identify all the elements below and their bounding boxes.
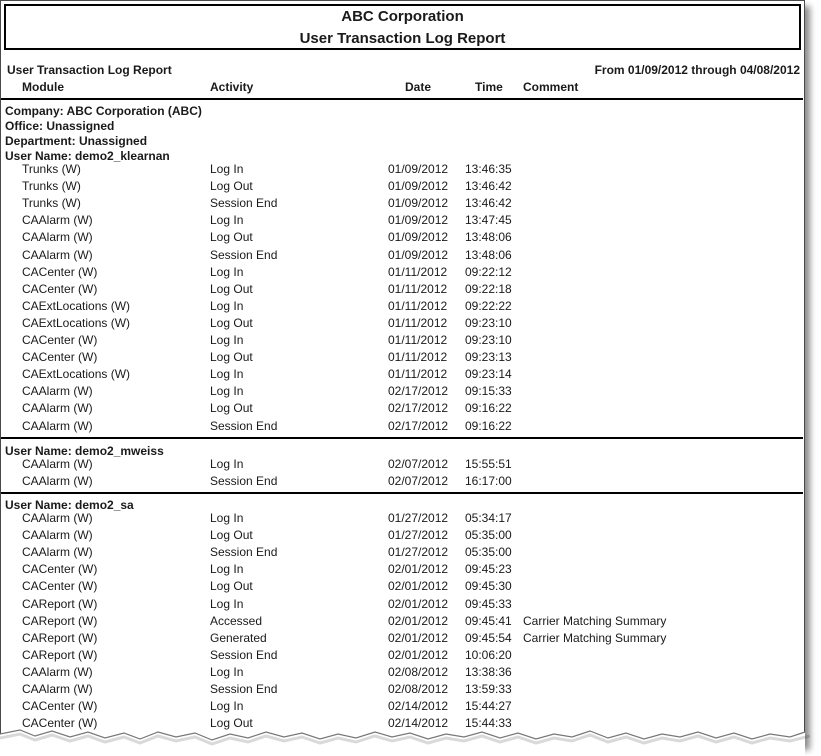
date-cell: 01/27/2012 [388, 545, 449, 560]
date-cell: 02/01/2012 [388, 647, 449, 662]
activity-cell: Session End [210, 647, 278, 662]
time-cell: 13:46:35 [465, 162, 512, 176]
module-cell: CACenter (W) [22, 579, 98, 594]
table-row [1, 264, 803, 281]
office-label: Office: Unassigned [5, 119, 115, 133]
module-cell: CACenter (W) [22, 699, 98, 714]
module-cell: CAAlarm (W) [22, 230, 93, 245]
section-divider [1, 492, 803, 494]
date-cell: 01/11/2012 [388, 281, 448, 296]
date-cell: 01/11/2012 [388, 333, 448, 347]
column-header-comment: Comment [523, 80, 579, 94]
activity-cell: Session End [210, 545, 278, 560]
user-name-label: User Name: demo2_mweiss [5, 444, 164, 458]
table-row [1, 281, 803, 298]
module-cell: CAAlarm (W) [22, 457, 93, 471]
date-cell: 02/08/2012 [388, 664, 449, 679]
time-cell: 16:17:00 [465, 474, 512, 489]
activity-cell: Log Out [210, 315, 253, 330]
header-divider [1, 98, 803, 100]
table-row [1, 596, 803, 613]
module-cell: CACenter (W) [22, 716, 98, 731]
date-cell: 01/11/2012 [388, 264, 448, 279]
module-cell: CAExtLocations (W) [22, 367, 131, 382]
table-row [1, 473, 803, 490]
date-range-header: From 01/09/2012 through 04/08/2012 [594, 63, 800, 77]
module-cell: CAExtLocations (W) [22, 315, 131, 330]
table-row [1, 527, 803, 544]
module-cell: CACenter (W) [22, 264, 98, 279]
date-cell: 02/14/2012 [388, 716, 449, 731]
time-cell: 09:22:18 [465, 281, 512, 296]
module-cell: CAAlarm (W) [22, 474, 93, 489]
module-cell: CACenter (W) [22, 562, 98, 577]
time-cell: 13:46:42 [465, 179, 512, 194]
activity-cell: Session End [210, 474, 278, 489]
module-cell: CAAlarm (W) [22, 213, 93, 228]
activity-cell: Session End [210, 247, 278, 262]
date-cell: 02/14/2012 [388, 699, 449, 714]
activity-cell: Log In [210, 596, 244, 611]
time-cell: 09:16:22 [465, 418, 512, 433]
time-cell: 09:45:30 [465, 579, 512, 594]
activity-cell: Session End [210, 682, 278, 696]
date-cell: 02/17/2012 [388, 384, 449, 399]
time-cell: 09:45:54 [465, 630, 512, 645]
activity-cell: Log Out [210, 230, 253, 245]
date-cell: 02/01/2012 [388, 596, 449, 611]
table-row [1, 418, 803, 435]
date-cell: 02/01/2012 [388, 630, 449, 645]
date-cell: 01/27/2012 [388, 528, 449, 543]
date-cell: 01/09/2012 [388, 162, 449, 176]
time-cell: 13:48:06 [465, 230, 512, 245]
time-cell: 09:45:41 [465, 613, 512, 628]
module-cell: CAReport (W) [22, 596, 98, 611]
time-cell: 13:48:06 [465, 247, 512, 262]
time-cell: 09:45:33 [465, 596, 512, 611]
date-cell: 02/07/2012 [388, 474, 449, 489]
report-name-header: User Transaction Log Report [7, 63, 172, 77]
activity-cell: Log Out [210, 281, 253, 296]
activity-cell: Session End [210, 418, 278, 433]
module-cell: CACenter (W) [22, 281, 98, 296]
activity-cell: Accessed [210, 613, 263, 628]
time-cell: 09:23:10 [465, 315, 512, 330]
module-cell: CAAlarm (W) [22, 247, 93, 262]
date-cell: 01/11/2012 [388, 350, 448, 365]
table-row [1, 544, 803, 561]
table-row [1, 366, 803, 383]
activity-cell: Log In [210, 699, 244, 714]
user-name-label: User Name: demo2_sa [5, 498, 134, 512]
date-cell: 02/17/2012 [388, 418, 449, 433]
activity-cell: Log Out [210, 401, 253, 416]
table-row [1, 161, 803, 178]
date-cell: 02/17/2012 [388, 401, 449, 416]
module-cell: Trunks (W) [22, 162, 81, 176]
module-cell: CAExtLocations (W) [22, 298, 131, 313]
table-row [1, 664, 803, 681]
module-cell: CACenter (W) [22, 350, 98, 365]
table-row [1, 315, 803, 332]
torn-paper-edge [0, 724, 821, 756]
column-header-date: Date [405, 80, 432, 94]
time-cell: 05:34:17 [465, 511, 512, 525]
table-row [1, 456, 803, 473]
time-cell: 09:22:22 [465, 298, 512, 313]
date-cell: 02/01/2012 [388, 613, 449, 628]
date-cell: 01/09/2012 [388, 196, 449, 211]
column-header-module: Module [22, 80, 64, 94]
activity-cell: Log In [210, 298, 244, 313]
table-row [1, 229, 803, 246]
time-cell: 09:45:23 [465, 562, 512, 577]
activity-cell: Log In [210, 664, 244, 679]
time-cell: 09:15:33 [465, 384, 512, 399]
activity-cell: Log In [210, 162, 244, 176]
table-row [1, 400, 803, 417]
table-row [1, 510, 803, 527]
table-row [1, 578, 803, 595]
activity-cell: Log In [210, 367, 244, 382]
module-cell: Trunks (W) [22, 196, 81, 211]
module-cell: CAAlarm (W) [22, 528, 93, 543]
module-cell: CAAlarm (W) [22, 401, 93, 416]
time-cell: 09:23:10 [465, 333, 512, 347]
time-cell: 15:44:27 [465, 699, 512, 714]
module-cell: CAReport (W) [22, 647, 98, 662]
activity-cell: Log In [210, 511, 244, 525]
time-cell: 09:23:13 [465, 350, 512, 365]
activity-cell: Log In [210, 457, 244, 471]
activity-cell: Log In [210, 562, 244, 577]
time-cell: 13:38:36 [465, 664, 512, 679]
table-row [1, 178, 803, 195]
time-cell: 15:55:51 [465, 457, 512, 471]
time-cell: 13:59:33 [465, 682, 512, 696]
activity-cell: Log Out [210, 350, 253, 365]
activity-cell: Log In [210, 264, 244, 279]
activity-cell: Log Out [210, 528, 253, 543]
time-cell: 10:06:20 [465, 647, 512, 662]
time-cell: 09:23:14 [465, 367, 512, 382]
activity-cell: Log Out [210, 716, 253, 731]
date-cell: 02/01/2012 [388, 579, 449, 594]
activity-cell: Generated [210, 630, 267, 645]
table-row [1, 681, 803, 698]
user-name-label: User Name: demo2_klearnan [5, 149, 170, 163]
date-cell: 02/01/2012 [388, 562, 449, 577]
module-cell: Trunks (W) [22, 179, 81, 194]
table-row [1, 698, 803, 715]
department-label: Department: Unassigned [5, 134, 148, 148]
module-cell: CAAlarm (W) [22, 545, 93, 560]
date-cell: 01/11/2012 [388, 298, 448, 313]
activity-cell: Log In [210, 384, 244, 399]
comment-cell: Carrier Matching Summary [523, 630, 667, 645]
activity-cell: Log In [210, 333, 244, 347]
table-row [1, 630, 803, 647]
table-row [1, 383, 803, 400]
date-cell: 02/08/2012 [388, 682, 449, 696]
date-cell: 02/07/2012 [388, 457, 449, 471]
table-row [1, 613, 803, 630]
module-cell: CAReport (W) [22, 613, 98, 628]
date-cell: 01/09/2012 [388, 213, 449, 228]
module-cell: CAReport (W) [22, 630, 98, 645]
section-divider [1, 437, 803, 439]
table-row [1, 349, 803, 366]
table-row [1, 332, 803, 349]
company-label: Company: ABC Corporation (ABC) [5, 104, 202, 118]
date-cell: 01/11/2012 [388, 315, 448, 330]
time-cell: 15:44:33 [465, 716, 512, 731]
date-cell: 01/09/2012 [388, 247, 449, 262]
module-cell: CAAlarm (W) [22, 682, 93, 696]
table-row [1, 212, 803, 229]
date-cell: 01/09/2012 [388, 230, 449, 245]
time-cell: 09:16:22 [465, 401, 512, 416]
table-row [1, 195, 803, 212]
module-cell: CAAlarm (W) [22, 511, 93, 525]
date-cell: 01/11/2012 [388, 367, 448, 382]
time-cell: 13:47:45 [465, 213, 512, 228]
activity-cell: Log Out [210, 179, 253, 194]
activity-cell: Log Out [210, 579, 253, 594]
time-cell: 05:35:00 [465, 528, 512, 543]
report-title: User Transaction Log Report [299, 30, 506, 47]
time-cell: 13:46:42 [465, 196, 512, 211]
module-cell: CAAlarm (W) [22, 384, 93, 399]
module-cell: CAAlarm (W) [22, 664, 93, 679]
activity-cell: Session End [210, 196, 278, 211]
module-cell: CAAlarm (W) [22, 418, 93, 433]
report-title-box [4, 4, 801, 50]
company-title: ABC Corporation [341, 8, 464, 25]
module-cell: CACenter (W) [22, 333, 98, 347]
time-cell: 05:35:00 [465, 545, 512, 560]
date-cell: 01/27/2012 [388, 511, 449, 525]
date-cell: 01/09/2012 [388, 179, 449, 194]
table-row [1, 647, 803, 664]
column-header-activity: Activity [210, 80, 254, 94]
activity-cell: Log In [210, 213, 244, 228]
table-row [1, 298, 803, 315]
column-header-time: Time [475, 80, 503, 94]
table-row [1, 247, 803, 264]
table-row [1, 561, 803, 578]
comment-cell: Carrier Matching Summary [523, 613, 667, 628]
time-cell: 09:22:12 [465, 264, 512, 279]
